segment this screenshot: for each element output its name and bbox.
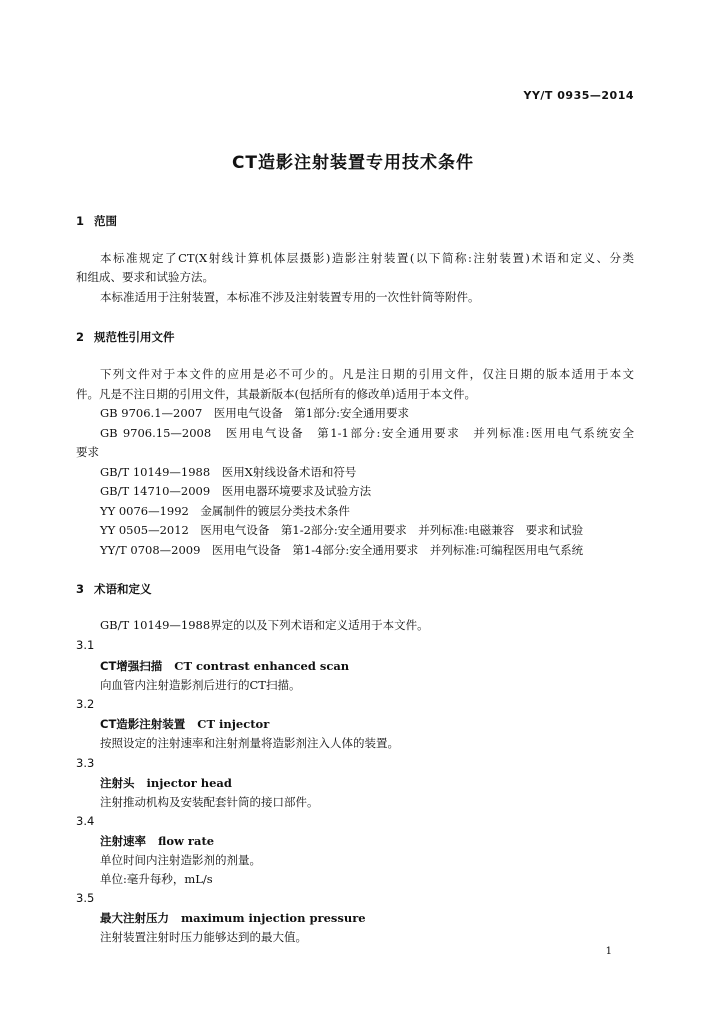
standard-number: YY/T 0935—2014 (523, 89, 634, 102)
section-number: 3 (76, 582, 85, 596)
clause-number: 3.5 (76, 891, 95, 905)
term-en: injector head (146, 776, 232, 790)
clause-number: 3.1 (76, 638, 95, 652)
term-en: CT contrast enhanced scan (174, 659, 350, 673)
term-heading (100, 833, 214, 849)
term-zh: 最大注射压力 (100, 911, 169, 925)
paragraph-line: 下列文件对于本文件的应用是必不可少的。凡是注日期的引用文件，仅注日期的版本适用于本文 (100, 367, 634, 381)
reference-item: GB/T 10149—1988 医用X射线设备术语和符号 (100, 465, 357, 479)
reference-item-continued: 要求 (76, 445, 99, 459)
term-definition: 向血管内注射造影剂后进行的CT扫描。 (100, 678, 301, 692)
clause-number: 3.3 (76, 756, 95, 770)
section-1-heading (76, 213, 117, 229)
paragraph-line: 和组成、要求和试验方法。 (76, 270, 214, 284)
section-title: 术语和定义 (94, 582, 152, 596)
term-definition: 按照设定的注射速率和注射剂量将造影剂注入人体的装置。 (100, 736, 399, 750)
term-en: maximum injection pressure (181, 911, 366, 925)
term-definition: 注射装置注射时压力能够达到的最大值。 (100, 930, 307, 944)
section-3-heading (76, 581, 152, 597)
clause-number: 3.2 (76, 697, 95, 711)
reference-item: YY 0505—2012 医用电气设备 第1-2部分:安全通用要求 并列标准:电磁兼容 要求和试验 (100, 523, 584, 537)
reference-item: GB 9706.1—2007 医用电气设备 第1部分:安全通用要求 (100, 406, 409, 420)
section-number: 2 (76, 330, 85, 344)
term-unit: 单位:毫升每秒，mL/s (100, 872, 213, 886)
term-zh: 注射头 (100, 776, 135, 790)
paragraph-line: 本标准适用于注射装置，本标准不涉及注射装置专用的一次性针筒等附件。 (100, 290, 480, 304)
term-en: CT injector (197, 717, 270, 731)
section-number: 1 (76, 214, 85, 228)
section-2-heading (76, 329, 175, 345)
paragraph-line: 件。凡是不注日期的引用文件，其最新版本(包括所有的修改单)适用于本文件。 (76, 387, 476, 401)
page-number: 1 (605, 946, 612, 957)
document-title: CT造影注射装置专用技术条件 (231, 153, 475, 173)
paragraph-line: 本标准规定了CT(X射线计算机体层摄影)造影注射装置(以下简称:注射装置)术语和定义、分类 (100, 251, 634, 265)
reference-item: YY 0076—1992 金属制件的镀层分类技术条件 (100, 504, 350, 518)
reference-item: GB/T 14710—2009 医用电器环境要求及试验方法 (100, 484, 372, 498)
term-zh: 注射速率 (100, 834, 146, 848)
term-heading (100, 910, 366, 926)
clause-number: 3.4 (76, 814, 95, 828)
term-en: flow rate (158, 834, 215, 848)
term-zh: CT增强扫描 (100, 659, 163, 673)
term-heading (100, 775, 232, 791)
reference-item: GB 9706.15—2008 医用电气设备 第1-1部分:安全通用要求 并列标准:医用电气系统安全 (100, 426, 634, 440)
term-zh: CT造影注射装置 (100, 717, 186, 731)
section-title: 范围 (94, 214, 117, 228)
section-title: 规范性引用文件 (94, 330, 175, 344)
reference-item: YY/T 0708—2009 医用电气设备 第1-4部分:安全通用要求 并列标准:可编程医用电气系统 (100, 543, 584, 557)
term-heading (100, 716, 269, 732)
term-definition: 注射推动机构及安装配套针筒的接口部件。 (100, 795, 319, 809)
paragraph-line: GB/T 10149—1988界定的以及下列术语和定义适用于本文件。 (100, 618, 429, 632)
term-heading (100, 658, 349, 674)
term-definition: 单位时间内注射造影剂的剂量。 (100, 853, 261, 867)
